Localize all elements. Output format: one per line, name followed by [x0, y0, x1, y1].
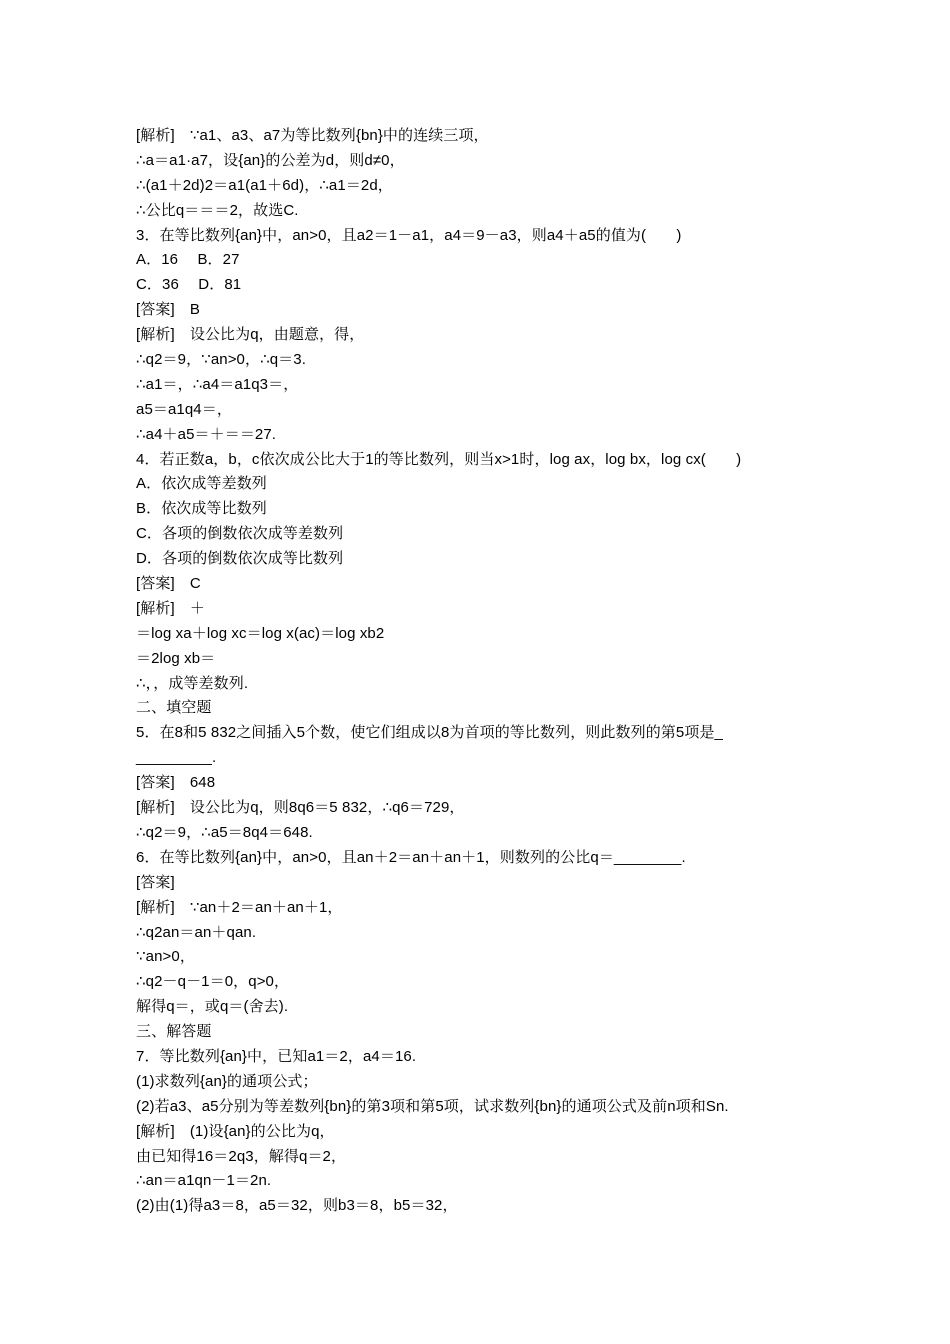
text-line: [答案] 648 [136, 774, 216, 792]
document-body [136, 124, 826, 1219]
text-line: [答案] C [136, 575, 201, 593]
text-line: ＝2log xb＝ [136, 649, 216, 667]
text-line: A．16 B．27 [136, 251, 240, 269]
text-line: ＝log xa＋log xc＝log x(ac)＝log xb2 [136, 624, 385, 642]
text-line: 6．在等比数列{an}中，an>0，且an＋2＝an＋an＋1，则数列的公比q＝________. [136, 848, 686, 866]
text-line: a5＝a1q4＝， [136, 400, 232, 418]
text-line: 二、填空题 [136, 699, 212, 717]
text-line: ∴q2an＝an＋qan. [136, 923, 257, 941]
text-line: ∴a＝a1·a7，设{an}的公差为d，则d≠0， [136, 151, 405, 169]
text-line: (1)求数列{an}的通项公式； [136, 1072, 318, 1090]
text-line: 由已知得16＝2q3，解得q＝2， [136, 1147, 347, 1165]
text-line: [解析] (1)设{an}的公比为q， [136, 1122, 335, 1140]
text-line: 3．在等比数列{an}中，an>0，且a2＝1－a1，a4＝9－a3，则a4＋a5的值为( ) [136, 226, 682, 244]
text-line: (2)若a3、a5分别为等差数列{bn}的第3项和第5项，试求数列{bn}的通项公式及前n项和Sn. [136, 1097, 729, 1115]
text-line: A．依次成等差数列 [136, 475, 267, 493]
text-line: ∴an＝a1qn－1＝2n. [136, 1172, 272, 1190]
text-line: _________. [136, 749, 217, 767]
text-line: ∴q2－q－1＝0，q>0， [136, 973, 290, 991]
text-line: ∴a4＋a5＝＋＝＝27. [136, 425, 277, 443]
text-line: 解得q＝，或q＝(舍去). [136, 998, 289, 1016]
text-line: ∵an>0， [136, 948, 195, 966]
text-line: 7．等比数列{an}中，已知a1＝2，a4＝16. [136, 1047, 417, 1065]
text-line: [解析] 设公比为q，则8q6＝5 832，∴q6＝729， [136, 799, 465, 817]
text-line: [解析] 设公比为q，由题意，得， [136, 326, 365, 344]
text-line: ∴q2＝9，∵an>0，∴q＝3. [136, 351, 306, 369]
text-line: [解析] ＋ [136, 599, 205, 617]
text-line: 4．若正数a，b，c依次成公比大于1的等比数列，则当x>1时，log ax，log bx，log cx( ) [136, 450, 742, 468]
text-line: ∴，，成等差数列. [136, 674, 249, 692]
text-line: (2)由(1)得a3＝8，a5＝32，则b3＝8，b5＝32， [136, 1197, 458, 1215]
text-line: C．各项的倒数依次成等差数列 [136, 525, 344, 543]
text-line: [解析] ∵a1、a3、a7为等比数列{bn}中的连续三项， [136, 127, 489, 144]
text-line: ∴(a1＋2d)2＝a1(a1＋6d)，∴a1＝2d， [136, 176, 393, 194]
text-line: ∴q2＝9，∴a5＝8q4＝648. [136, 823, 313, 841]
text-line: D．各项的倒数依次成等比数列 [136, 550, 344, 568]
text-line: C．36 D．81 [136, 276, 242, 294]
text-line: ∴公比q＝＝＝2，故选C. [136, 201, 299, 219]
text-line: B．依次成等比数列 [136, 500, 267, 518]
text-line: ∴a1＝，∴a4＝a1q3＝， [136, 375, 299, 393]
text-line: 三、解答题 [136, 1023, 212, 1041]
text-line: [答案] B [136, 301, 200, 319]
text-line: [解析] ∵an＋2＝an＋an＋1， [136, 898, 343, 916]
text-line: [答案] [136, 873, 175, 891]
text-line: 5．在8和5 832之间插入5个数，使它们组成以8为首项的等比数列，则此数列的第5项是_ [136, 724, 723, 742]
